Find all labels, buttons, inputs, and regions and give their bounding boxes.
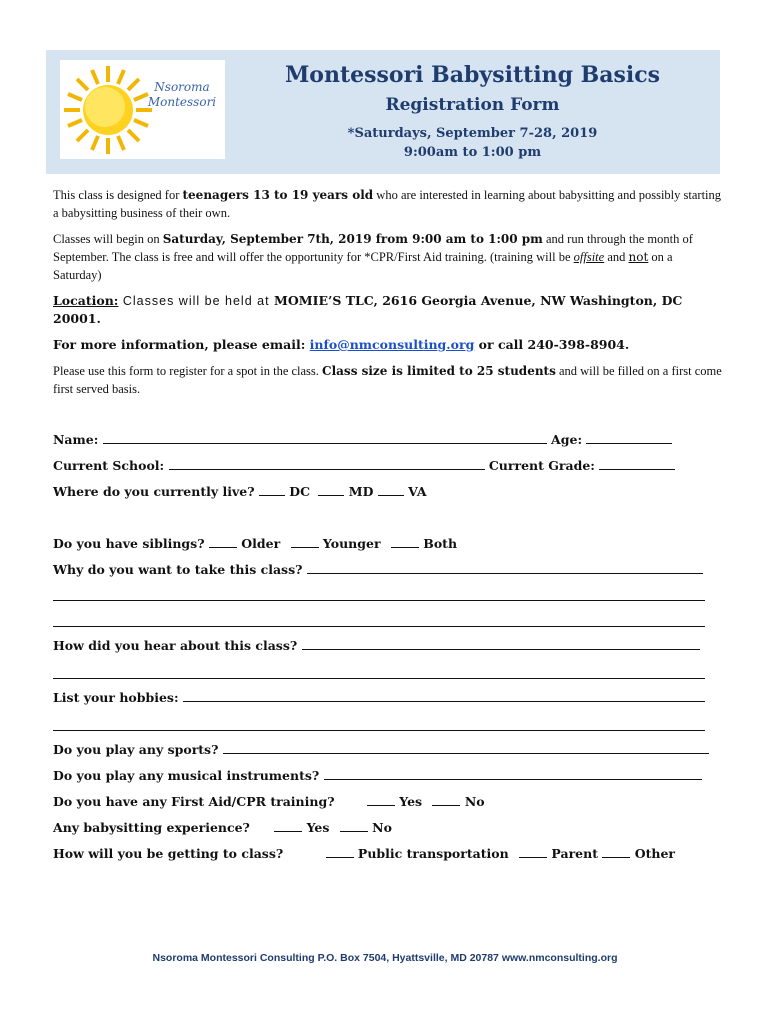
older-checkbox[interactable] [209, 536, 237, 548]
firstaid-row [53, 794, 485, 809]
hobbies-field[interactable] [183, 690, 705, 702]
contact-phone: or call 240-398-8904. [474, 337, 630, 352]
date-line: *Saturdays, September 7-28, 2019 [347, 126, 598, 141]
parent-label: Parent [551, 846, 598, 861]
intro-emphasis: offsite [573, 250, 605, 264]
hobbies-label: List your hobbies: [53, 690, 179, 705]
school-field[interactable] [169, 458, 485, 470]
contact-paragraph [53, 336, 723, 354]
firstaid-no-label: No [464, 794, 485, 809]
intro-text: who are interested in learning about babysitting and possibly starting a babysitting business of their own. [53, 188, 722, 220]
logo-line-1: Nsoroma [154, 80, 210, 94]
registration-paragraph [53, 362, 723, 398]
other-checkbox[interactable] [602, 846, 630, 858]
firstaid-yes-label: Yes [399, 794, 423, 809]
grade-label: Current Grade: [488, 458, 595, 473]
experience-row [53, 820, 392, 835]
registration-highlight: Class size is limited to 25 students [322, 364, 556, 378]
sports-row [53, 742, 709, 757]
intro-text: on a Saturday) [53, 250, 673, 282]
firstaid-no-checkbox[interactable] [432, 794, 460, 806]
md-label: MD [348, 484, 374, 499]
intro-text: and [604, 250, 629, 264]
registration-text: and will be filled on a first come first served basis. [53, 364, 722, 396]
hear-field-line-2[interactable] [53, 678, 705, 679]
intro-paragraph-1 [53, 186, 723, 222]
experience-label: Any babysitting experience? [53, 820, 250, 835]
va-checkbox[interactable] [378, 484, 404, 496]
school-row [53, 458, 675, 473]
md-checkbox[interactable] [318, 484, 344, 496]
older-label: Older [241, 536, 281, 551]
hear-label: How did you hear about this class? [53, 638, 298, 653]
hear-row [53, 638, 700, 653]
intro-text: and run through the month of September. The class is free and will offer the opportunity for *CPR/First Aid training. (training will be [53, 232, 693, 264]
location-address: MOMIE’S TLC, 2616 Georgia Avenue, NW Washington, DC 20001. [53, 293, 683, 326]
page-title: Montessori Babysitting Basics [284, 62, 661, 88]
siblings-label: Do you have siblings? [53, 536, 205, 551]
email-link[interactable]: info@nmconsulting.org [309, 337, 475, 352]
hobbies-row [53, 690, 705, 705]
music-label: Do you play any musical instruments? [53, 768, 320, 783]
sports-label: Do you play any sports? [53, 742, 219, 757]
va-label: VA [408, 484, 427, 499]
why-field-line-2[interactable] [53, 600, 705, 601]
time-line: 9:00am to 1:00 pm [403, 145, 542, 160]
contact-text: For more information, please email: [53, 337, 310, 352]
location-label: Location: [53, 293, 119, 308]
title-block [225, 60, 720, 162]
intro-text: This class is designed for [53, 188, 183, 202]
intro-emphasis: not [628, 250, 649, 264]
name-field[interactable] [103, 432, 547, 444]
public-checkbox[interactable] [326, 846, 354, 858]
experience-no-checkbox[interactable] [340, 820, 368, 832]
hobbies-field-line-2[interactable] [53, 730, 705, 731]
school-label: Current School: [53, 458, 165, 473]
transport-label: How will you be getting to class? [53, 846, 284, 861]
both-checkbox[interactable] [391, 536, 419, 548]
age-label: Age: [551, 432, 583, 447]
footer: Nsoroma Montessori Consulting P.O. Box 7504, Hyattsville, MD 20787 www.nmconsulting.org [152, 952, 618, 964]
why-field[interactable] [307, 562, 703, 574]
public-label: Public transportation [357, 846, 509, 861]
dc-checkbox[interactable] [259, 484, 285, 496]
firstaid-label: Do you have any First Aid/CPR training? [53, 794, 335, 809]
siblings-row [53, 536, 457, 551]
intro-highlight: teenagers 13 to 19 years old [182, 188, 374, 202]
intro-paragraph-2 [53, 230, 723, 284]
location-text: Classes will be held at [118, 294, 275, 308]
parent-checkbox[interactable] [519, 846, 547, 858]
younger-label: Younger [322, 536, 381, 551]
transport-row [53, 846, 675, 861]
logo [60, 60, 225, 159]
intro-highlight: Saturday, September 7th, 2019 from 9:00 am to 1:00 pm [162, 232, 543, 246]
residence-row [53, 484, 427, 499]
grade-field[interactable] [599, 458, 675, 470]
experience-yes-label: Yes [306, 820, 330, 835]
residence-label: Where do you currently live? [53, 484, 255, 499]
why-row [53, 562, 703, 577]
experience-no-label: No [372, 820, 392, 835]
form-subtitle: Registration Form [385, 95, 560, 115]
registration-text: Please use this form to register for a spot in the class. [53, 364, 323, 378]
name-row [53, 432, 672, 447]
why-label: Why do you want to take this class? [53, 562, 303, 577]
firstaid-yes-checkbox[interactable] [367, 794, 395, 806]
age-field[interactable] [586, 432, 672, 444]
why-field-line-3[interactable] [53, 626, 705, 627]
both-label: Both [423, 536, 458, 551]
dc-label: DC [289, 484, 311, 499]
name-label: Name: [53, 432, 99, 447]
younger-checkbox[interactable] [291, 536, 319, 548]
sports-field[interactable] [223, 742, 709, 754]
experience-yes-checkbox[interactable] [274, 820, 302, 832]
music-row [53, 768, 702, 783]
intro-text: Classes will begin on [53, 232, 163, 246]
logo-line-2: Montessori [147, 95, 217, 109]
location-paragraph [53, 292, 723, 328]
hear-field[interactable] [302, 638, 700, 650]
other-label: Other [634, 846, 675, 861]
logo-text [142, 80, 222, 110]
music-field[interactable] [324, 768, 702, 780]
